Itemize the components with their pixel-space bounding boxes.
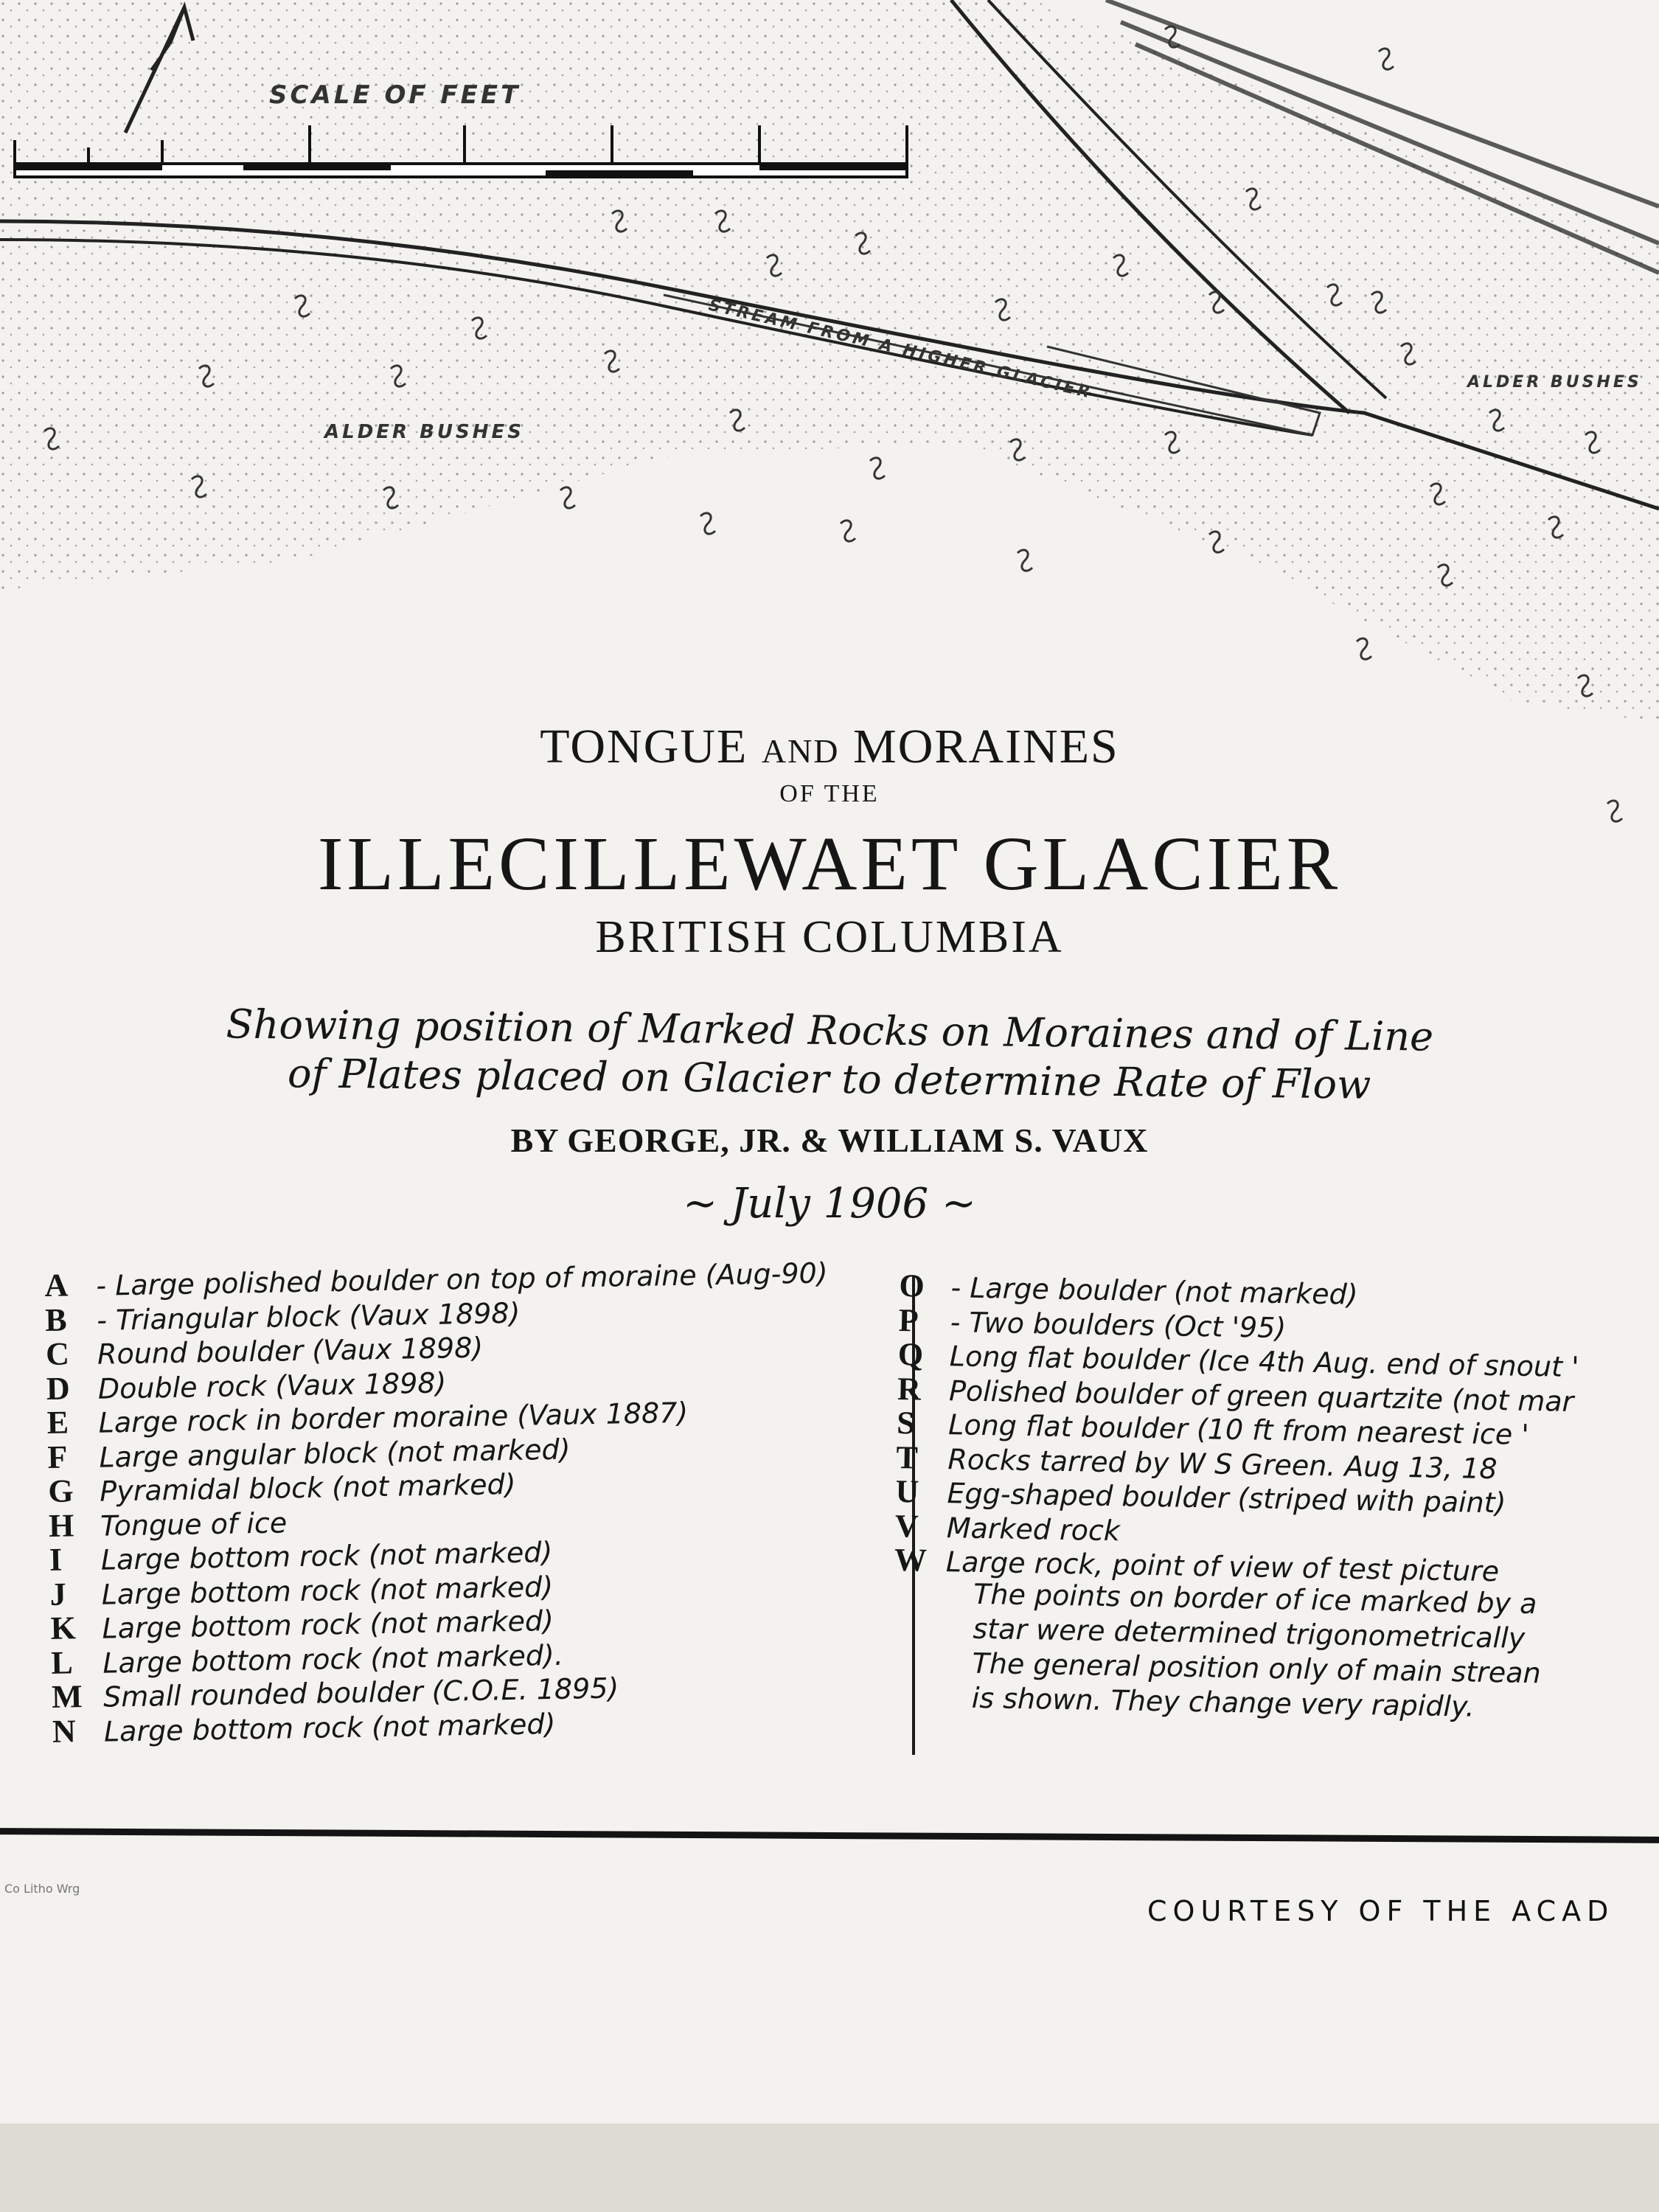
legend-letter: L <box>50 1644 74 1681</box>
legend-letter: K <box>50 1610 77 1646</box>
legend-desc: Large bottom rock (not marked). <box>102 1638 564 1680</box>
title-word-and: AND <box>761 732 840 770</box>
legend-desc: Rocks tarred by W S Green. Aug 13, 18 <box>947 1442 1498 1485</box>
legend-letter: D <box>46 1369 71 1407</box>
legend-letter: O <box>899 1267 925 1304</box>
legend-desc: Long flat boulder (10 ft from nearest ice ' <box>947 1408 1530 1451</box>
legend-desc: Round boulder (Vaux 1898) <box>97 1331 484 1371</box>
legend-note: The points on border of ice marked by a <box>973 1577 1537 1620</box>
legend-letter: E <box>46 1404 69 1441</box>
legend-desc: Large angular block (not marked) <box>99 1433 571 1474</box>
legend-note: The general position only of main strean <box>972 1646 1542 1689</box>
legend-desc: Egg-shaped boulder (striped with paint) <box>947 1477 1506 1520</box>
authors: BY GEORGE, JR. & WILLIAM S. VAUX <box>510 1121 1149 1159</box>
courtesy-credit: COURTESY OF THE ACAD <box>1147 1895 1615 1927</box>
legend-letter: M <box>51 1678 83 1715</box>
legend-note: is shown. They change very rapidly. <box>971 1681 1475 1723</box>
legend-letter: U <box>895 1472 919 1510</box>
legend-letter: V <box>894 1507 919 1544</box>
legend-desc: Polished boulder of green quartzite (not mar <box>948 1374 1574 1418</box>
legend-desc: Large bottom rock (not marked) <box>102 1604 554 1645</box>
legend-letter: S <box>896 1404 916 1441</box>
title-region: BRITISH COLUMBIA <box>595 912 1064 962</box>
legend-desc: - Triangular block (Vaux 1898) <box>96 1296 521 1337</box>
legend-letter: P <box>898 1301 919 1338</box>
alder-bushes-label-2: ALDER BUSHES <box>1467 373 1642 392</box>
footer-rule <box>0 1828 1659 1843</box>
legend-letter: G <box>47 1472 74 1509</box>
alder-bushes-label-1: ALDER BUSHES <box>324 421 525 443</box>
legend-desc: Large bottom rock (not marked) <box>100 1536 553 1576</box>
legend-letter: R <box>897 1370 922 1408</box>
legend-note: star were determined trigonometrically <box>973 1612 1526 1655</box>
legend-desc: Long flat boulder (Ice 4th Aug. end of snout ' <box>949 1340 1579 1384</box>
page-edge <box>0 2124 1659 2212</box>
legend-desc: Small rounded boulder (C.O.E. 1895) <box>102 1672 619 1714</box>
date: ~ July 1906 ~ <box>683 1180 976 1228</box>
title-of-the: OF THE <box>779 780 880 807</box>
legend-letter: H <box>48 1506 74 1544</box>
legend-left <box>44 1253 871 1750</box>
legend-letter: F <box>47 1438 68 1475</box>
legend-desc: - Two boulders (Oct '95) <box>950 1305 1287 1344</box>
subtitle-line-1: Showing position of Marked Rocks on Moraines and of Line <box>226 1001 1434 1060</box>
title-word-tongue: TONGUE <box>540 720 748 773</box>
legend-desc: Double rock (Vaux 1898) <box>97 1366 447 1405</box>
legend-desc: Large bottom rock (not marked) <box>101 1570 554 1611</box>
legend-desc: Pyramidal block (not marked) <box>99 1467 516 1508</box>
legend-desc: Large rock in border moraine (Vaux 1887) <box>98 1396 689 1439</box>
legend-letter: B <box>44 1301 68 1338</box>
legend-letter: I <box>49 1541 63 1578</box>
scale-label: SCALE OF FEET <box>269 80 521 110</box>
date-text: July 1906 <box>730 1180 929 1228</box>
legend-letter: N <box>52 1712 77 1750</box>
title-main: ILLECILLEWAET GLACIER <box>317 821 1342 906</box>
legend-desc: - Large boulder (not marked) <box>950 1271 1358 1311</box>
legend-right <box>891 1267 1644 1727</box>
printer-credit: Co Litho Wrg <box>4 1882 80 1896</box>
legend-letter: A <box>44 1267 69 1304</box>
legend-desc: Marked rock <box>946 1511 1121 1547</box>
legend-desc: Tongue of ice <box>100 1506 288 1543</box>
legend-letter: T <box>896 1439 919 1475</box>
title-word-moraines: MORAINES <box>853 720 1119 773</box>
legend-desc: Large bottom rock (not marked) <box>103 1707 556 1748</box>
legend-desc: Large rock, point of view of test picture <box>945 1545 1500 1588</box>
legend-desc: - Large polished boulder on top of moraine (Aug-90) <box>96 1256 828 1302</box>
subtitle-line-2: of Plates placed on Glacier to determine Rate of Flow <box>287 1050 1371 1108</box>
stream-label: STREAM FROM A HIGHER GLACIER <box>706 296 1095 403</box>
title-line-1 <box>0 719 1659 775</box>
legend-letter: Q <box>897 1335 924 1373</box>
legend-letter: J <box>49 1576 67 1613</box>
legend-letter: C <box>45 1335 70 1372</box>
legend-letter: W <box>894 1541 928 1579</box>
subtitle <box>0 998 1659 1113</box>
